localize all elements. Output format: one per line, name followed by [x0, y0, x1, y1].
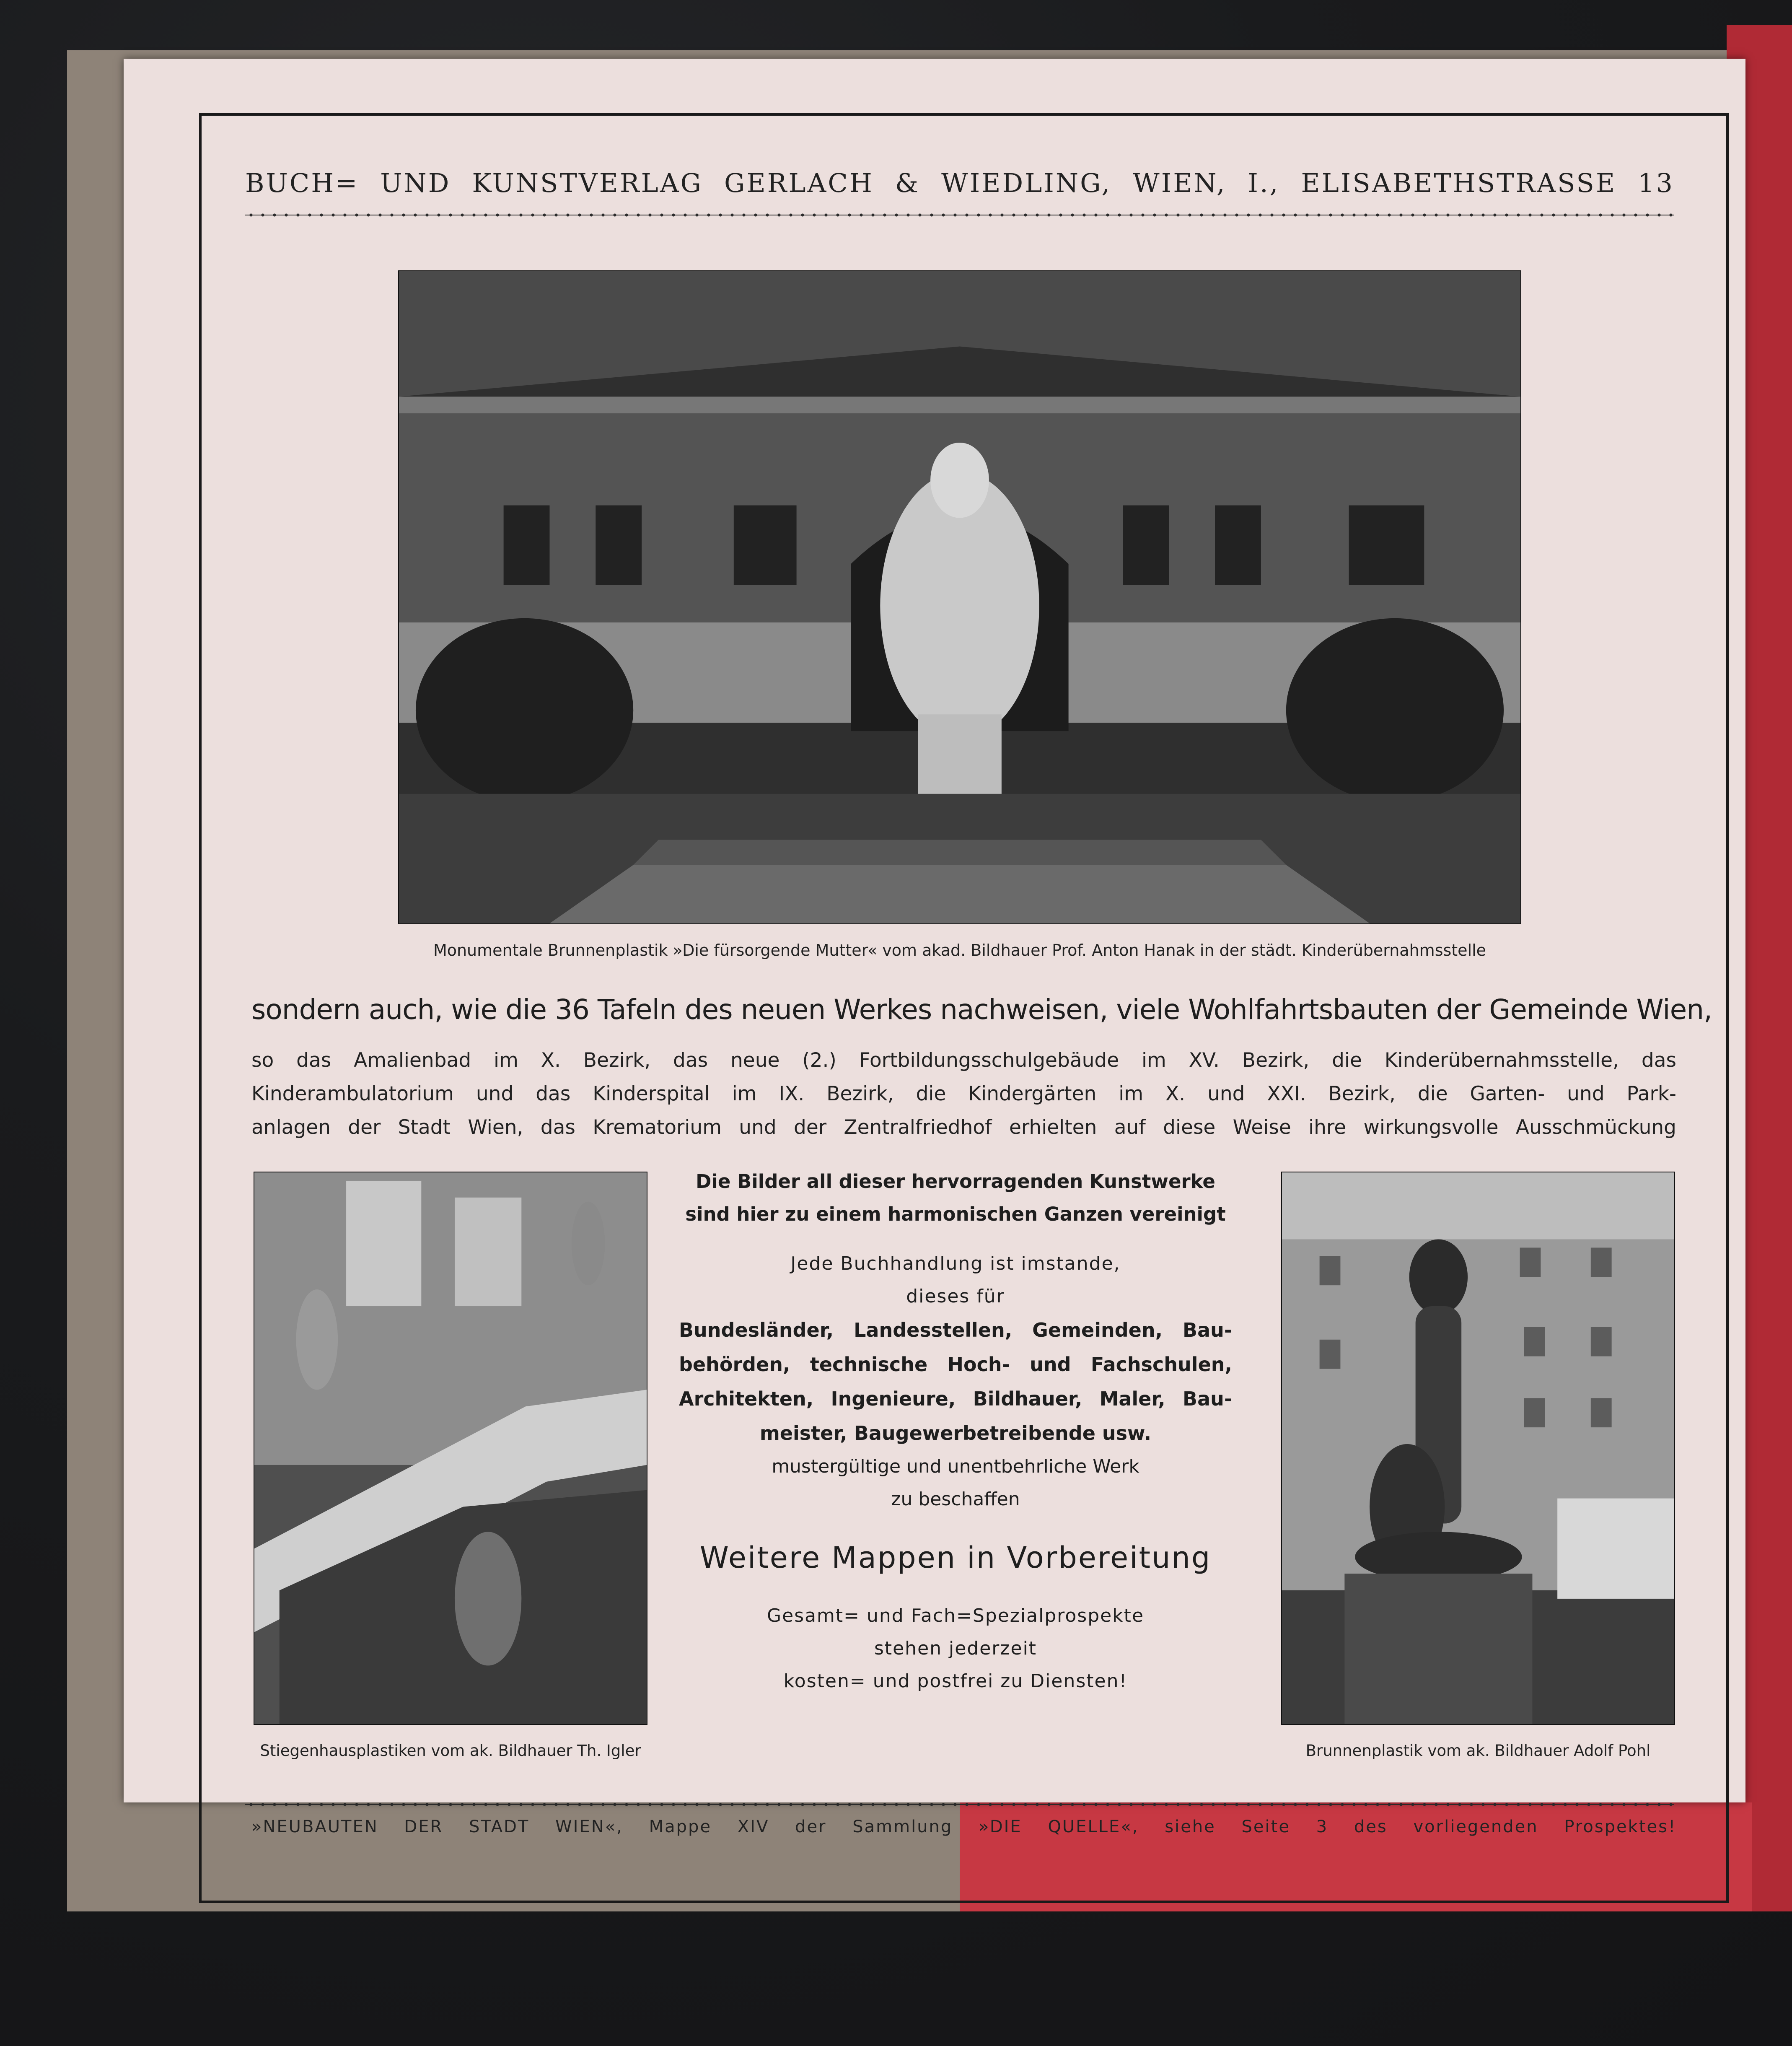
publisher-header: BUCH= UND KUNSTVERLAG GERLACH & WIEDLING, WIEN, I., ELISABETHSTRASSE 13: [245, 168, 1674, 198]
center-intro-line-2: sind hier zu einem harmonischen Ganzen vereinigt: [685, 1203, 1226, 1225]
top-photo-courtyard-fountain: [398, 270, 1521, 924]
center-intro: [679, 1165, 1232, 1231]
right-photo-caption: Brunnenplastik vom ak. Bildhauer Adolf Pohl: [1305, 1742, 1651, 1760]
courtyard-illustration: [399, 271, 1520, 923]
center-list-line-1: Bundesländer, Landesstellen, Gemeinden, Bau-: [679, 1319, 1232, 1341]
center-intro-line-1: Die Bilder all dieser hervorragenden Kunstwerke: [696, 1170, 1215, 1193]
center-list-line-2: behörden, technische Hoch- und Fachschulen,: [679, 1353, 1232, 1376]
center-must-line-2: zu beschaffen: [891, 1488, 1020, 1510]
left-photo-caption: Stiegenhausplastiken vom ak. Bildhauer Th. Igler: [260, 1742, 641, 1760]
header-dotted-rule: [245, 213, 1674, 217]
staircase-illustration: [254, 1172, 647, 1724]
footer-dotted-rule: [245, 1802, 1674, 1807]
center-jede-line-1: Jede Buchhandlung ist imstande,: [790, 1253, 1121, 1274]
center-text-column: [679, 1165, 1232, 1698]
right-photo-fountain-boy: [1281, 1172, 1675, 1725]
center-gesamt-line-3: kosten= und postfrei zu Diensten!: [783, 1670, 1128, 1692]
center-list-line-4: meister, Baugewerbetreibende usw.: [759, 1422, 1152, 1444]
lead-sentence: sondern auch, wie die 36 Tafeln des neuen Werkes nachweisen, viele Wohlfahrtsbauten der Gemeinde Wien,: [251, 993, 1712, 1026]
center-jede: [679, 1247, 1232, 1313]
top-photo-caption: Monumentale Brunnenplastik »Die fürsorgende Mutter« vom akad. Bildhauer Prof. Anton Hanak in der städt. Kinderübernahmsstelle: [433, 941, 1486, 959]
center-must: [679, 1450, 1232, 1516]
body-line-3: anlagen der Stadt Wien, das Krematorium und der Zentralfriedhof erhielten auf diese Weise ihre wirkungsvolle Ausschmückung: [251, 1116, 1676, 1139]
center-gesamt-line-1: Gesamt= und Fach=Spezialprospekte: [767, 1605, 1145, 1626]
center-must-line-1: mustergültige und unentbehrliche Werk: [772, 1456, 1139, 1477]
center-weitere-mappen: Weitere Mappen in Vorbereitung: [699, 1540, 1212, 1575]
footer-reference: »NEUBAUTEN DER STADT WIEN«, Mappe XIV der Sammlung »DIE QUELLE«, siehe Seite 3 des vorliegenden Prospektes!: [251, 1817, 1676, 1836]
center-gesamt: [679, 1600, 1232, 1698]
left-photo-staircase-sculpture: [254, 1172, 647, 1725]
body-line-2: Kinderambulatorium und das Kinderspital im IX. Bezirk, die Kindergärten im X. und XXI. Bezirk, die Garten- und Park-: [251, 1082, 1676, 1105]
center-gesamt-line-2: stehen jederzeit: [874, 1638, 1037, 1659]
fountain-illustration: [1282, 1172, 1674, 1724]
body-line-1: so das Amalienbad im X. Bezirk, das neue (2.) Fortbildungsschulgebäude im XV. Bezirk, die Kinderübernahmsstelle, das: [251, 1049, 1676, 1072]
body-paragraph: [251, 1044, 1676, 1144]
center-list-line-3: Architekten, Ingenieure, Bildhauer, Maler, Bau-: [679, 1387, 1232, 1410]
center-jede-line-2: dieses für: [906, 1286, 1005, 1307]
center-audience-list: [679, 1313, 1232, 1450]
